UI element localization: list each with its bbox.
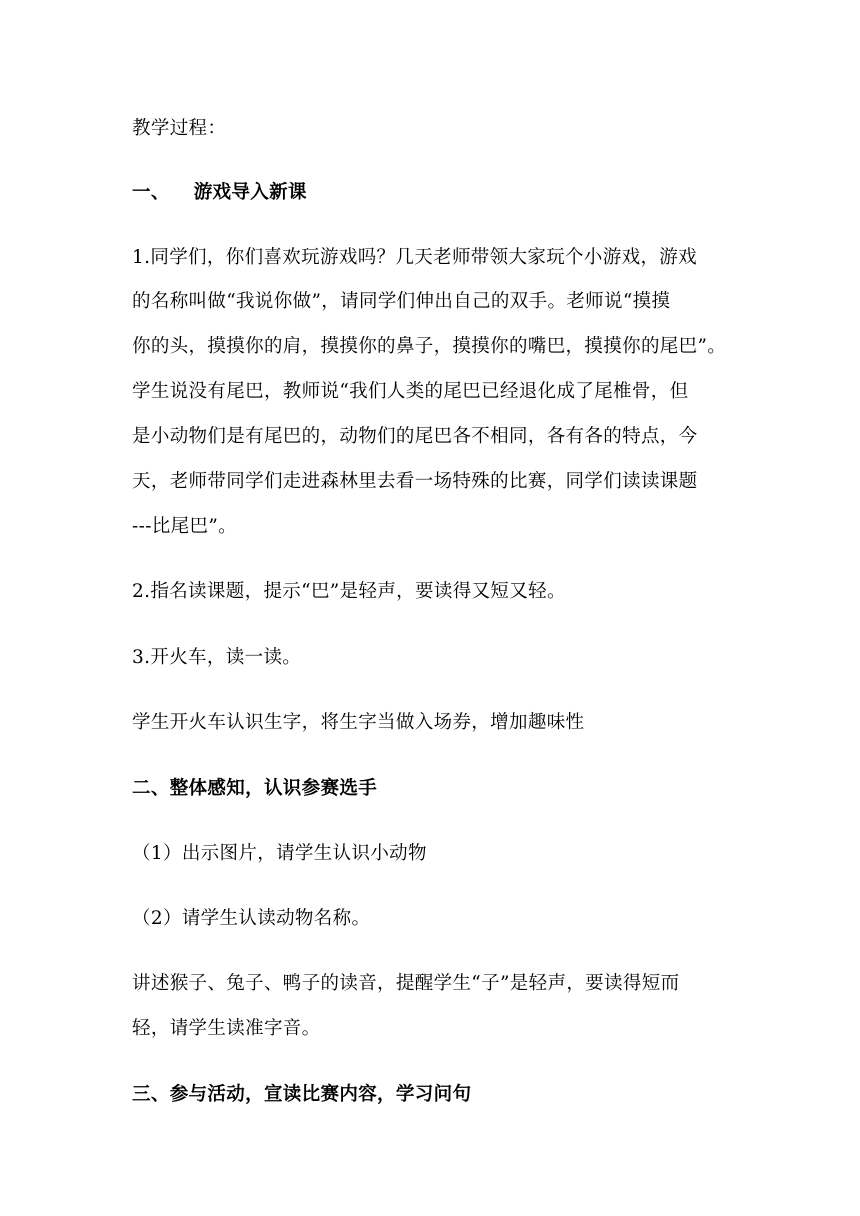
section1-para1-line: 的名称叫做“我说你做”，请同学们伸出自己的双手。老师说“摸摸 [132,291,671,312]
section1-para1-line: 学生说没有尾巴，教师说“我们人类的尾巴已经退化成了尾椎骨，但 [132,381,689,402]
section2-heading: 二、整体感知，认识参赛选手 [132,778,378,799]
section2-para-line: 轻，请学生读准字音。 [132,1018,321,1039]
section1-para1-line: 天，老师带同学们走进森林里去看一场特殊的比赛，同学们读读课题 [132,471,698,492]
section1-para2: 2.指名读课题，提示“巴”是轻声，要读得又短又轻。 [132,581,566,602]
section2-item1: （1）出示图片，请学生认识小动物 [132,843,427,864]
section3-heading: 三、参与活动，宣读比赛内容，学习问句 [132,1084,472,1105]
section1-para1-line: ---比尾巴”。 [132,516,238,537]
section1-para1-line: 你的头，摸摸你的肩，摸摸你的鼻子，摸摸你的嘴巴，摸摸你的尾巴”。 [132,336,727,357]
section1-para4: 学生开火车认识生字，将生字当做入场券，增加趣味性 [132,712,585,733]
section2-item2: （2）请学生认读动物名称。 [132,908,371,929]
intro-label: 教学过程： [132,118,227,139]
section1-para1-line: 是小动物们是有尾巴的，动物们的尾巴各不相同，各有各的特点，今 [132,426,698,447]
section1-para1-line: 1.同学们，你们喜欢玩游戏吗？几天老师带领大家玩个小游戏，游戏 [132,247,698,268]
section1-title: 游戏导入新课 [193,182,307,203]
section1-number: 一、 [132,182,170,203]
section1-heading [132,180,307,206]
section1-para3: 3.开火车，读一读。 [132,647,302,668]
section2-para-line: 讲述猴子、兔子、鸭子的读音，提醒学生“子”是轻声，要读得短而 [132,973,680,994]
